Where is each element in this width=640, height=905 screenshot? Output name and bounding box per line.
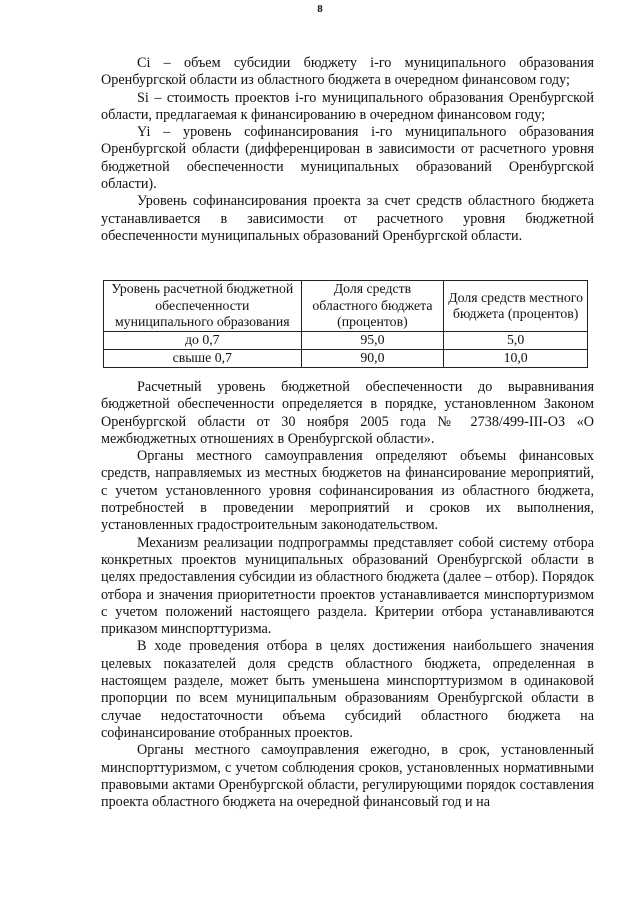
text-block-bottom bbox=[101, 379, 594, 811]
paragraph-ci-definition: Сi – объем субсидии бюджету i-го муниципального образования Оренбургской области из областного бюджета в очередном финансовом году; bbox=[101, 55, 594, 89]
paragraph-local-authorities-volumes: Органы местного самоуправления определяют объемы финансовых средств, направляемых из местных бюджетов на финансирование мероприятий, с учетом установленного уровня софинансирования из областного бюджета, потребностей в проведении мероприятий и сроков их выполнения, установленных градостроительным законодательством. bbox=[101, 448, 594, 534]
paragraph-si-definition: Si – стоимость проектов i-го муниципального образования Оренбургской области, предлагаемая к финансированию в очередном финансовом году; bbox=[101, 89, 594, 123]
cell-level: свыше 0,7 bbox=[104, 350, 302, 368]
paragraph-annual-deadline: Органы местного самоуправления ежегодно, в срок, установленный минспорттуризмом, с учетом соблюдения сроков, установленных нормативными правовыми актами Оренбургской области, регулирующими порядок составления проекта областного бюджета на очередной финансовый год и на bbox=[101, 742, 594, 811]
table-header-row bbox=[104, 281, 588, 332]
page-number: 8 bbox=[317, 3, 323, 15]
cofinancing-table bbox=[103, 280, 588, 368]
header-local-share: Доля средств местного бюджета (процентов) bbox=[444, 281, 588, 332]
header-budget-level: Уровень расчетной бюджетной обеспеченности муниципального образования bbox=[104, 281, 302, 332]
cell-regional-share: 90,0 bbox=[301, 350, 444, 368]
header-regional-share: Доля средств областного бюджета (процентов) bbox=[301, 281, 444, 332]
cell-local-share: 5,0 bbox=[444, 332, 588, 350]
cell-local-share: 10,0 bbox=[444, 350, 588, 368]
paragraph-selection-mechanism: Механизм реализации подпрограммы представляет собой систему отбора конкретных проектов муниципальных образований Оренбургской области в целях предоставления субсидии из областного бюджета (далее – отбор). Порядок отбора и значения приоритетности проектов устанавливается минспортуризмом с учетом положений настоящего раздела. Критерии отбора устанавливаются приказом минспорттуризма. bbox=[101, 534, 594, 638]
cell-level: до 0,7 bbox=[104, 332, 302, 350]
paragraph-share-reduction: В ходе проведения отбора в целях достижения наибольшего значения целевых показателей доля средств областного бюджета, определенная в настоящем разделе, может быть уменьшена минспорттуризмом в одинаковой пропорции по всем муниципальным образованиям Оренбургской области в случае недостаточности объема субсидий областного бюджета на софинансирование отобранных проектов. bbox=[101, 638, 594, 741]
cell-regional-share: 95,0 bbox=[301, 332, 444, 350]
paragraph-calculation-level: Расчетный уровень бюджетной обеспеченности до выравнивания бюджетной обеспеченности определяется в порядке, установленном Законом Оренбургской области от 30 ноября 2005 года № 2738/499-III-ОЗ «О межбюджетных отношениях в Оренбургской области». bbox=[101, 379, 594, 447]
table-row bbox=[104, 332, 588, 350]
paragraph-yi-definition: Yi – уровень софинансирования i-го муниципального образования Оренбургской области (дифференцирован в зависимости от расчетного уровня бюджетной обеспеченности муниципальных образований Оренбургской области). bbox=[101, 124, 594, 193]
paragraph-cofinancing-level: Уровень софинансирования проекта за счет средств областного бюджета устанавливается в зависимости от расчетного уровня бюджетной обеспеченности муниципальных образований Оренбургской области. bbox=[101, 193, 594, 244]
text-block-top bbox=[101, 55, 594, 245]
table-row bbox=[104, 350, 588, 368]
